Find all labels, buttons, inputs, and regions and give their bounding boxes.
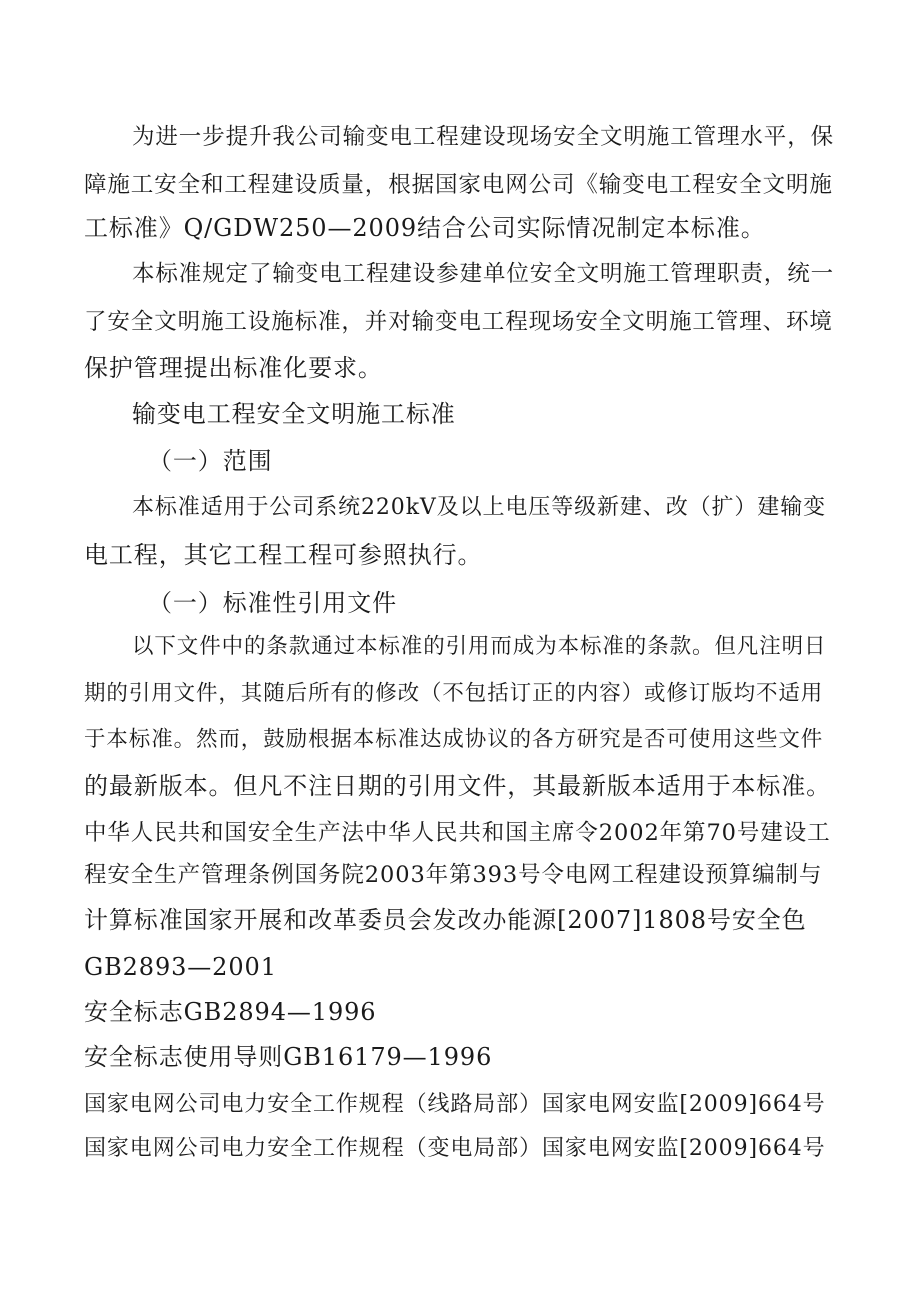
para2-line-2: 了安全文明施工设施标准，并对输变电工程现场安全文明施工管理、环境 — [84, 309, 833, 335]
reference-line-7: 国家电网公司电力安全工作规程（线路局部）国家电网安监[2009]664号 — [84, 1092, 826, 1117]
reference-line-5: 安全标志GB2894—1996 — [84, 998, 377, 1026]
reference-line-8: 国家电网公司电力安全工作规程（变电局部）国家电网安监[2009]664号 — [84, 1136, 826, 1161]
para1-line-1: 为进一步提升我公司输变电工程建设现场安全文明施工管理水平，保 — [132, 124, 835, 150]
section2-line-1: 以下文件中的条款通过本标准的引用而成为本标准的条款。但凡注明日 — [132, 634, 827, 659]
para1-line-2: 障施工安全和工程建设质量，根据国家电网公司《输变电工程安全文明施 — [84, 172, 833, 198]
section1-heading: （一）范围 — [148, 447, 273, 475]
reference-line-2: 程安全生产管理条例国务院2003年第393号令电网工程建设预算编制与 — [84, 862, 823, 888]
reference-line-6: 安全标志使用导则GB16179—1996 — [84, 1043, 493, 1071]
para1-line-3: 工标准》Q/GDW250—2009结合公司实际情况制定本标准。 — [84, 214, 766, 242]
section1-line-1: 本标准适用于公司系统220kV及以上电压等级新建、改（扩）建输变 — [132, 495, 827, 520]
para2-line-3: 保护管理提出标准化要求。 — [84, 354, 383, 382]
reference-line-4: GB2893—2001 — [84, 953, 277, 981]
section2-line-2: 期的引用文件，其随后所有的修改（不包括订正的内容）或修订版均不适用 — [84, 681, 824, 706]
para2-line-1: 本标准规定了输变电工程建设参建单位安全文明施工管理职责，统一 — [132, 261, 835, 287]
section2-line-4: 的最新版本。但凡不注日期的引用文件，其最新版本适用于本标准。 — [84, 772, 831, 800]
reference-line-1: 中华人民共和国安全生产法中华人民共和国主席令2002年第70号建设工 — [84, 820, 831, 846]
reference-line-3: 计算标准国家开展和改革委员会发改办能源[2007]1808号安全色 — [84, 906, 807, 934]
section2-heading: （一）标准性引用文件 — [148, 589, 397, 617]
main-heading: 输变电工程安全文明施工标准 — [132, 400, 456, 428]
section2-line-3: 于本标准。然而，鼓励根据本标准达成协议的各方研究是否可使用这些文件 — [84, 727, 824, 752]
section1-line-2: 电工程，其它工程工程可参照执行。 — [84, 541, 483, 569]
